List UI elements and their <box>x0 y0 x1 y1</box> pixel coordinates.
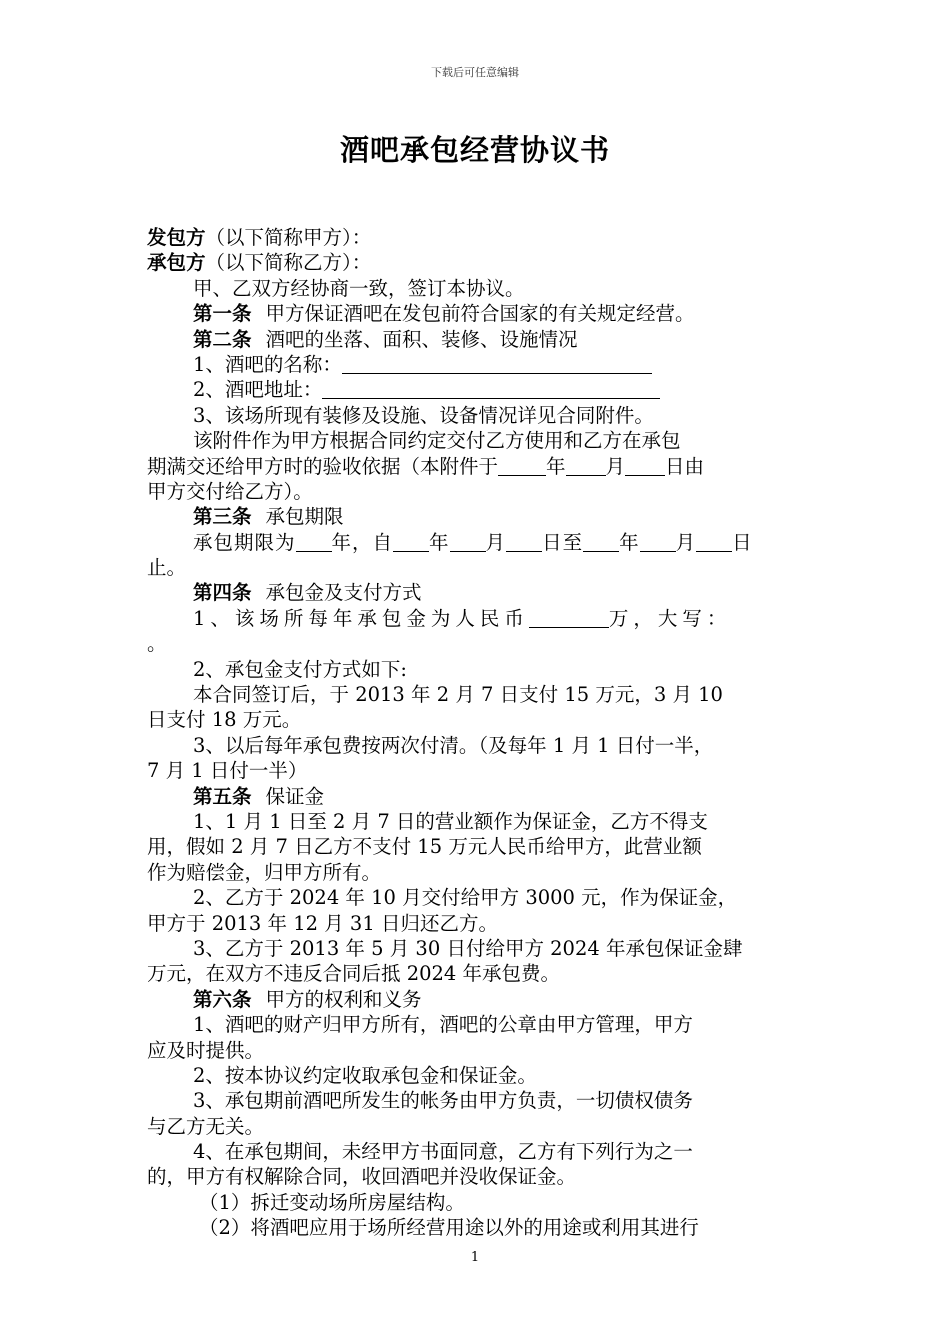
start-day-blank[interactable] <box>506 531 542 552</box>
article-text: 甲方保证酒吧在发包前符合国家的有关规定经营。 <box>265 302 695 326</box>
text-segment: 万，大写： <box>608 606 732 630</box>
paragraph-line: 甲、乙双方经协商一致，签订本协议。 <box>193 276 525 300</box>
paragraph-line: 3、以后每年承包费按两次付清。（及每年 1 月 1 日付一半， <box>193 733 714 757</box>
paragraph-line: 止。 <box>147 556 187 580</box>
paragraph-line: 。 <box>147 632 167 656</box>
party-b-line <box>147 250 807 275</box>
paragraph-line: 作为赔偿金，归甲方所有。 <box>147 860 382 884</box>
paragraph-line: 7 月 1 日付一半） <box>147 759 308 783</box>
start-month-blank[interactable] <box>450 531 486 552</box>
article-5-line <box>147 784 807 809</box>
end-year-blank[interactable] <box>583 531 619 552</box>
bar-name-line <box>147 352 807 377</box>
party-a-text: （以下简称甲方）： <box>205 226 372 249</box>
document-title: 酒吧承包经营协议书 <box>339 133 610 167</box>
paragraph-line: 1、酒吧的财产归甲方所有，酒吧的公章由甲方管理，甲方 <box>193 1013 693 1037</box>
year-blank[interactable] <box>498 455 546 476</box>
paragraph-line: 3、该场所现有装修及设施、设备情况详见合同附件。 <box>193 403 654 427</box>
term-line <box>147 530 807 555</box>
text-segment: 年 <box>619 530 640 554</box>
paragraph-line: 用，假如 2 月 7 日乙方不支付 15 万元人民币给甲方，此营业额 <box>147 835 702 859</box>
article-label: 第二条 <box>193 327 252 351</box>
article-text: 承包金及支付方式 <box>265 581 422 605</box>
article-label: 第五条 <box>193 784 252 808</box>
years-blank[interactable] <box>296 531 332 552</box>
article-3-line <box>147 504 807 529</box>
bar-address-line <box>147 377 807 402</box>
fee-amount-blank[interactable] <box>529 607 609 628</box>
article-label: 第四条 <box>193 581 252 605</box>
paragraph-line: 2、乙方于 2024 年 10 月交付给甲方 3000 元，作为保证金， <box>193 886 738 910</box>
party-b-text: （以下简称乙方）： <box>205 251 372 275</box>
month-blank[interactable] <box>566 455 606 476</box>
article-text: 保证金 <box>265 784 325 808</box>
text-segment: 日由 <box>665 454 705 478</box>
paragraph-line: 本合同签订后，于 2013 年 2 月 7 日支付 15 万元，3 月 10 <box>193 683 723 707</box>
paragraph-line: 的，甲方有权解除合同，收回酒吧并没收保证金。 <box>147 1165 577 1189</box>
text-segment: 1、该场所每年承包金为人民币 <box>193 606 529 630</box>
text-segment: 承包期限为 <box>193 530 296 554</box>
text-segment: 期满交还给甲方时的验收依据（本附件于 <box>147 454 499 478</box>
party-a-label: 发包方 <box>147 226 206 249</box>
paragraph-line: 3、乙方于 2013 年 5 月 30 日付给甲方 2024 年承包保证金肆 <box>193 936 743 960</box>
article-6-line <box>147 987 807 1012</box>
bar-address-blank[interactable] <box>322 378 660 399</box>
bar-address-label: 2、酒吧地址： <box>193 378 323 402</box>
bar-name-blank[interactable] <box>342 353 652 374</box>
start-year-blank[interactable] <box>393 531 429 552</box>
paragraph-line: 2、承包金支付方式如下: <box>193 657 407 681</box>
text-segment: 年，自 <box>331 530 394 554</box>
article-label: 第六条 <box>193 987 252 1011</box>
text-segment: 日 <box>732 530 753 554</box>
article-4-line <box>147 580 807 605</box>
paragraph-line: 日支付 18 万元。 <box>147 708 302 732</box>
day-blank[interactable] <box>625 455 665 476</box>
paragraph-line: 万元，在双方不违反合同后抵 2024 年承包费。 <box>147 962 561 986</box>
paragraph-line: 该附件作为甲方根据合同约定交付乙方使用和乙方在承包 <box>193 429 681 453</box>
article-2-line <box>147 327 807 352</box>
end-day-blank[interactable] <box>696 531 732 552</box>
paragraph-line: 3、承包期前酒吧所发生的帐务由甲方负责，一切债权债务 <box>193 1089 693 1113</box>
party-a-line <box>147 225 807 250</box>
article-label: 第三条 <box>193 505 252 529</box>
bar-name-label: 1、酒吧的名称： <box>193 352 342 376</box>
text-segment: 年 <box>546 454 566 478</box>
page-header: 下载后可任意编辑 <box>431 66 519 79</box>
end-month-blank[interactable] <box>640 531 676 552</box>
paragraph-line: （2）将酒吧应用于场所经营用途以外的用途或利用其进行 <box>199 1216 699 1240</box>
article-text: 酒吧的坐落、面积、装修、设施情况 <box>265 327 578 351</box>
text-segment: 月 <box>485 530 507 554</box>
text-segment: 月 <box>605 454 626 478</box>
paragraph-line: 应及时提供。 <box>147 1038 265 1062</box>
document-body <box>147 225 807 1241</box>
text-segment: 日至 <box>542 530 584 554</box>
text-segment: 月 <box>675 530 697 554</box>
paragraph-line <box>147 454 807 479</box>
paragraph-line: （1）拆迁变动场所房屋结构。 <box>199 1190 465 1214</box>
paragraph-line: 1、1 月 1 日至 2 月 7 日的营业额作为保证金，乙方不得支 <box>193 809 708 833</box>
page-number: 1 <box>470 1250 480 1265</box>
article-label: 第一条 <box>193 302 252 326</box>
paragraph-line: 4、在承包期间，未经甲方书面同意，乙方有下列行为之一 <box>193 1140 693 1164</box>
fee-line <box>147 606 807 631</box>
article-text: 甲方的权利和义务 <box>265 987 422 1011</box>
paragraph-line: 与乙方无关。 <box>147 1114 265 1138</box>
paragraph-line: 2、按本协议约定收取承包金和保证金。 <box>193 1063 537 1087</box>
text-segment: 年 <box>429 530 450 554</box>
paragraph-line: 甲方交付给乙方）。 <box>147 479 313 503</box>
article-1-line <box>147 301 807 326</box>
party-b-label: 承包方 <box>147 251 206 275</box>
article-text: 承包期限 <box>265 505 344 529</box>
paragraph-line: 甲方于 2013 年 12 月 31 日归还乙方。 <box>147 911 498 935</box>
